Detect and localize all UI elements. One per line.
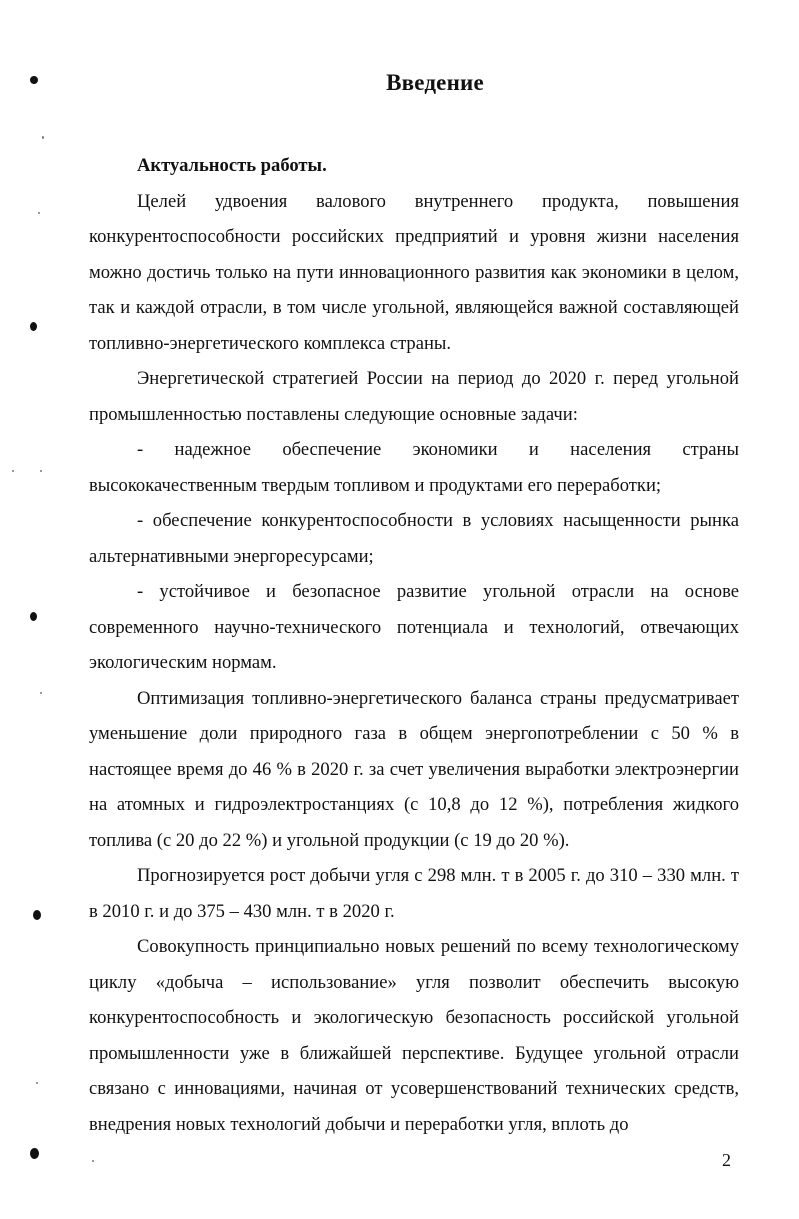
list-item: - обеспечение конкурентоспособности в условиях насыщенности рынка альтернативными энергоресурсами; [89, 510, 739, 567]
binder-hole-mark [30, 612, 37, 621]
scan-speck [38, 212, 40, 214]
scan-speck [36, 1082, 38, 1084]
paragraph: Оптимизация топливно-энергетического баланса страны предусматривает уменьшение доли природного газа в общем энергопотреблении с 50 % в настоящее время до 46 % в 2020 г. за счет увеличения выработки электроэнергии на атомных и гидроэлектростанциях (с 10,8 до 12 %), потребления жидкого топлива (с 20 до 22 %) и угольной продукции (с 19 до 20 %). [89, 687, 739, 851]
paragraph: Энергетической стратегией России на период до 2020 г. перед угольной промышленностью поставлены следующие основные задачи: [89, 368, 739, 425]
list-item: - устойчивое и безопасное развитие угольной отрасли на основе современного научно-технического потенциала и технологий, отвечающих экологическим нормам. [89, 581, 739, 673]
binder-hole-mark [30, 1148, 39, 1159]
list-item: - надежное обеспечение экономики и населения страны высококачественным твердым топливом и продуктами его переработки; [89, 439, 739, 496]
scan-speck [12, 470, 14, 472]
section-heading: Актуальность работы. [137, 155, 327, 176]
binder-hole-mark [33, 910, 41, 920]
scan-speck [40, 692, 42, 694]
page-title: Введение [386, 70, 484, 95]
scan-speck [40, 470, 42, 472]
paragraph: Целей удвоения валового внутреннего продукта, повышения конкурентоспособности российских предприятий и уровня жизни населения можно достичь только на пути инновационного развития как экономики в целом, так и каждой отрасли, в том числе угольной, являющейся важной составляющей топливно-энергетического комплекса страны. [89, 190, 739, 354]
paragraph: Совокупность принципиально новых решений по всему технологическому циклу «добыча – использование» угля позволит обеспечить высокую конкурентоспособность и экологическую безопасность российской угольной промышленности уже в ближайшей перспективе. Будущее угольной отрасли связано с инновациями, начиная от усовершенствований технических средств, внедрения новых технологий добычи и переработки угля, вплоть до [89, 936, 739, 1135]
paragraph: Прогнозируется рост добычи угля с 298 млн. т в 2005 г. до 310 – 330 млн. т в 2010 г. и до 375 – 430 млн. т в 2020 г. [89, 865, 739, 922]
body-text [89, 148, 739, 1142]
page-number: 2 [722, 1150, 731, 1170]
scan-speck [42, 136, 44, 139]
binder-hole-mark [30, 76, 38, 84]
scan-speck [92, 1160, 94, 1162]
binder-hole-mark [30, 322, 37, 331]
